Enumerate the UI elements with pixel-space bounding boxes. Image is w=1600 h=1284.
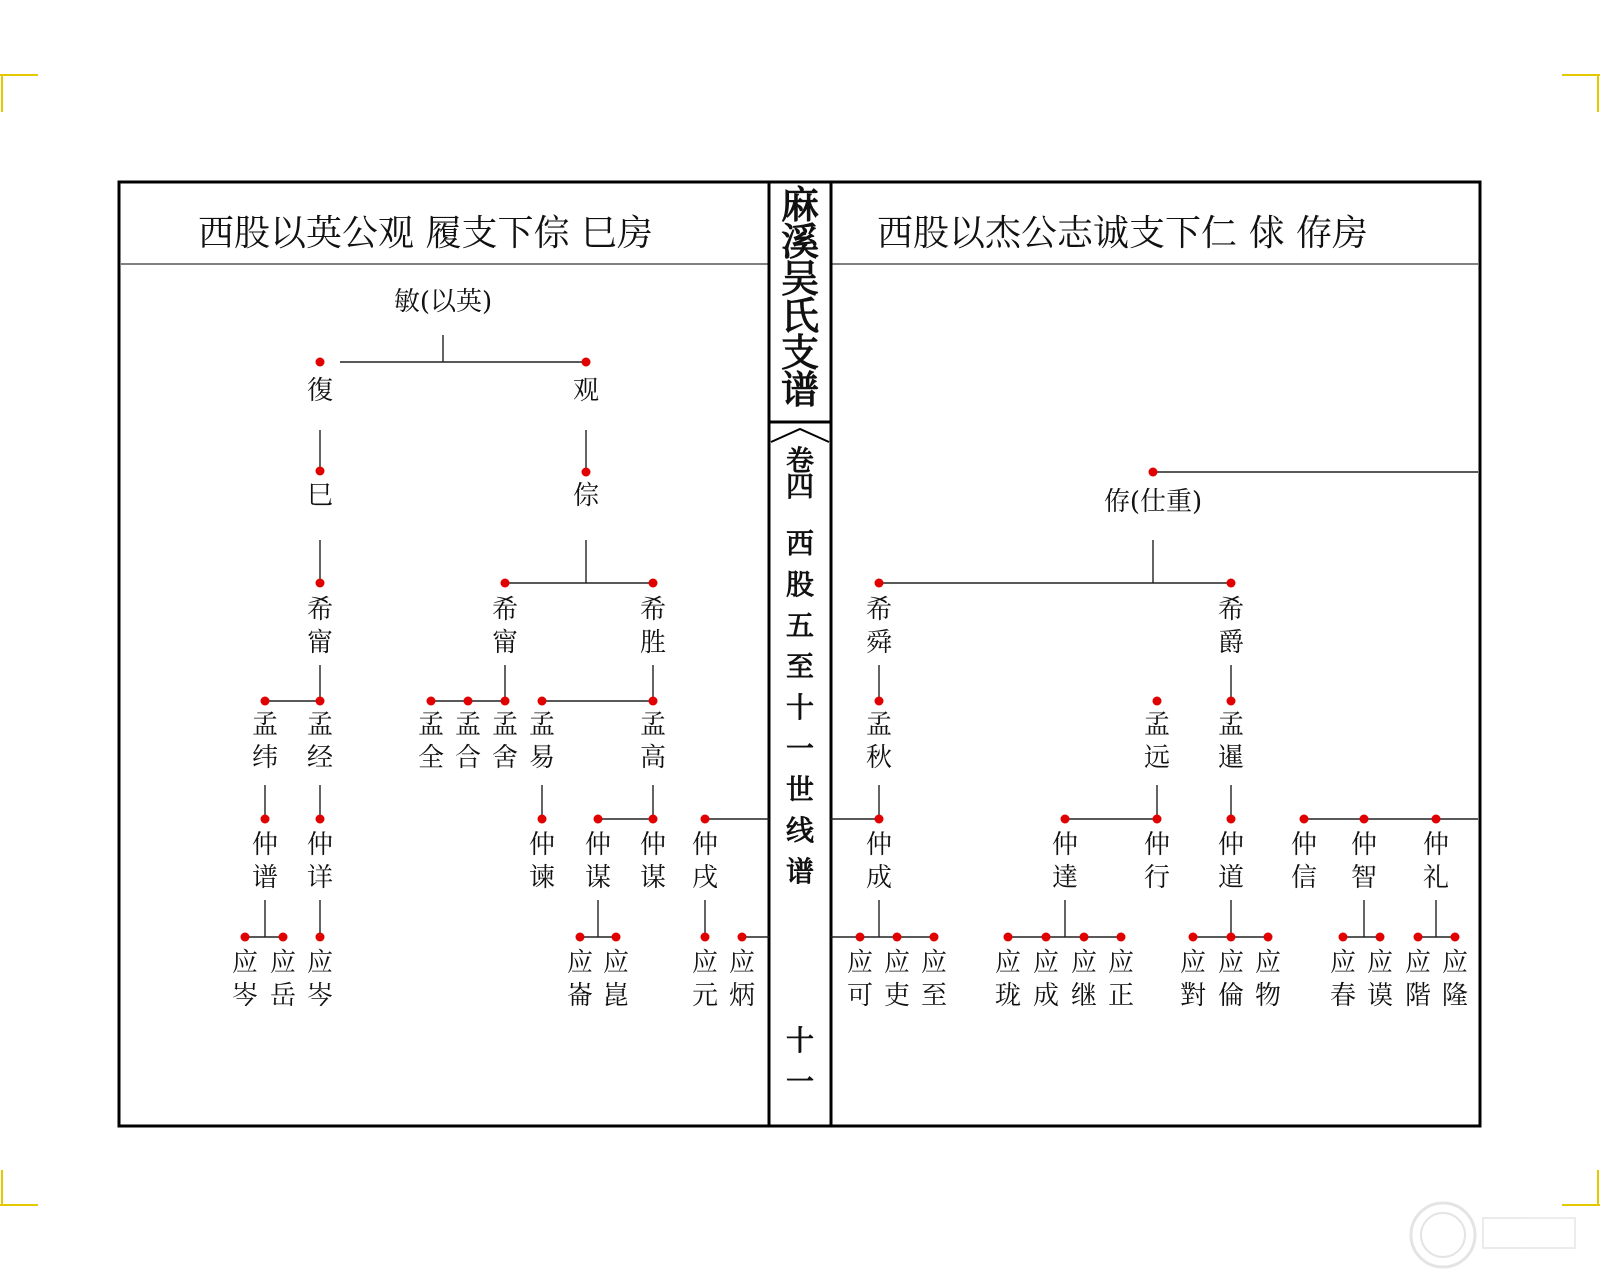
lineage-dot (856, 933, 865, 942)
person-name-char: 秋 (865, 743, 893, 773)
person-node (1104, 487, 1202, 517)
person-node (1367, 948, 1393, 1011)
person-name-char: 应 (920, 948, 948, 978)
person-name-char: 孟 (454, 710, 482, 740)
person-name-char: 应 (994, 948, 1022, 978)
person-name-char: 春 (1329, 981, 1357, 1011)
person-node (307, 830, 333, 893)
lineage-dot (582, 468, 591, 477)
lineage-dot (1432, 815, 1441, 824)
person-name-char: 高 (639, 743, 667, 773)
person-name-char: 仲 (865, 830, 893, 860)
person-name-char: 仲 (1350, 830, 1378, 860)
lineage-dot (893, 933, 902, 942)
person-node (640, 710, 666, 773)
lineage-dot (538, 697, 547, 706)
book-title-char: 支 (780, 330, 820, 375)
tree-dots (241, 358, 1460, 942)
person-name-char: 爵 (1217, 628, 1245, 658)
section-title-char: 一 (785, 732, 815, 765)
person-name-char: 谋 (584, 863, 612, 893)
lineage-dot (701, 933, 710, 942)
lineage-dot (576, 933, 585, 942)
person-name-char: 吏 (883, 981, 911, 1011)
person-name-char: 应 (306, 948, 334, 978)
person-name-char: 崙 (566, 981, 594, 1011)
lineage-dot (649, 815, 658, 824)
person-name-char: 应 (846, 948, 874, 978)
person-node (307, 710, 333, 773)
person-name-char: 珑 (994, 981, 1022, 1011)
person-node (529, 710, 555, 773)
person-name-char: 階 (1404, 981, 1432, 1011)
person-node (692, 948, 718, 1011)
person-name-char: 崑 (602, 981, 630, 1011)
person-node (1071, 948, 1097, 1011)
person-name-char: 岑 (306, 981, 334, 1011)
person-name-char: 礼 (1422, 863, 1450, 893)
person-name-char: 应 (269, 948, 297, 978)
person-name-char: 应 (1404, 948, 1432, 978)
person-name-char: 经 (306, 743, 334, 773)
person-node (455, 710, 481, 773)
lineage-dot (464, 697, 473, 706)
person-node (1033, 948, 1059, 1011)
person-name-char: 应 (1329, 948, 1357, 978)
person-node (232, 948, 258, 1011)
section-title-char: 谱 (785, 855, 815, 888)
person-name-char: 元 (691, 981, 719, 1011)
person-node (492, 595, 518, 658)
person-name-char: 成 (1032, 981, 1060, 1011)
person-name-char: 合 (454, 743, 482, 773)
person-node (1423, 830, 1449, 893)
person-node (1052, 830, 1078, 893)
person-node (729, 948, 755, 1011)
person-name-char: 至 (920, 981, 948, 1011)
person-name-char: 正 (1107, 981, 1135, 1011)
person-node (585, 830, 611, 893)
person-node (573, 376, 599, 406)
person-name-char: 倫 (1217, 981, 1245, 1011)
person-name-char: 仲 (691, 830, 719, 860)
person-node (252, 710, 278, 773)
person-name-char: 仲 (528, 830, 556, 860)
section-title-char: 西 (785, 527, 815, 560)
book-title-char: 吴 (780, 256, 820, 301)
person-name-char: 观 (572, 376, 600, 406)
person-name-char: 应 (1032, 948, 1060, 978)
lineage-dot (612, 933, 621, 942)
person-name-char: 谟 (1366, 981, 1394, 1011)
person-node (567, 948, 593, 1011)
person-node (921, 948, 947, 1011)
volume-label-char: 四 (785, 470, 815, 503)
person-name-char: 甯 (306, 628, 334, 658)
person-name-char: 仲 (1422, 830, 1450, 860)
person-node (1351, 830, 1377, 893)
person-node (307, 948, 333, 1011)
lineage-dot (316, 697, 325, 706)
person-name-char: 達 (1051, 863, 1079, 893)
section-title-char: 至 (785, 650, 815, 683)
person-name-char: 成 (865, 863, 893, 893)
person-name-char: 胜 (639, 628, 667, 658)
person-name-char: 仲 (584, 830, 612, 860)
person-node (492, 710, 518, 773)
person-node (1180, 948, 1206, 1011)
lineage-dot (316, 358, 325, 367)
person-name-char: 谋 (639, 863, 667, 893)
person-name-char: 仲 (639, 830, 667, 860)
person-node (1218, 948, 1244, 1011)
person-node (884, 948, 910, 1011)
person-name-char: 仲 (1290, 830, 1318, 860)
person-name-char: 甯 (491, 628, 519, 658)
person-name-char: 孟 (417, 710, 445, 740)
lineage-dot (241, 933, 250, 942)
person-node (866, 595, 892, 658)
person-name-char: 仲 (1217, 830, 1245, 860)
person-node (1330, 948, 1356, 1011)
person-node (1405, 948, 1431, 1011)
person-name-char: 行 (1143, 863, 1171, 893)
person-name-char: 智 (1350, 863, 1378, 893)
lineage-dot (1376, 933, 1385, 942)
lineage-dot (1339, 933, 1348, 942)
lineage-dot (1360, 815, 1369, 824)
lineage-dot (1149, 468, 1158, 477)
lineage-dot (316, 815, 325, 824)
book-title-char: 溪 (780, 219, 820, 264)
person-node (847, 948, 873, 1011)
person-name-char: 倧 (572, 481, 600, 511)
person-name: 敏(以英) (393, 287, 493, 317)
lineage-dot (1153, 697, 1162, 706)
person-name-char: 岑 (231, 981, 259, 1011)
volume-label-char: 卷 (785, 444, 815, 477)
person-name-char: 应 (231, 948, 259, 978)
lineage-dot (501, 697, 510, 706)
lineage-dot (427, 697, 436, 706)
person-name-char: 孟 (491, 710, 519, 740)
person-name-char: 应 (1441, 948, 1469, 978)
person-name-char: 物 (1254, 981, 1282, 1011)
person-node (692, 830, 718, 893)
person-name-char: 应 (883, 948, 911, 978)
lineage-dot (261, 697, 270, 706)
person-node (1255, 948, 1281, 1011)
lineage-dot (279, 933, 288, 942)
lineage-dot (1042, 933, 1051, 942)
person-name-char: 希 (306, 595, 334, 625)
lineage-dot (1227, 579, 1236, 588)
person-name-char: 应 (1254, 948, 1282, 978)
person-name-char: 可 (846, 981, 874, 1011)
person-name-char: 全 (417, 743, 445, 773)
book-title-char: 麻 (780, 182, 820, 227)
person-name-char: 应 (1217, 948, 1245, 978)
section-title-char: 十 (785, 691, 815, 724)
person-node (307, 376, 333, 406)
lineage-dot (1004, 933, 1013, 942)
person-name-char: 纬 (251, 743, 279, 773)
person-name-char: 仲 (1051, 830, 1079, 860)
person-name-char: 希 (639, 595, 667, 625)
person-name-char: 暹 (1217, 743, 1245, 773)
person-name-char: 隆 (1441, 981, 1469, 1011)
lineage-dot (1153, 815, 1162, 824)
person-name-char: 应 (1366, 948, 1394, 978)
person-node (866, 710, 892, 773)
person-name-char: 岳 (269, 981, 297, 1011)
page-number-char: 一 (785, 1065, 815, 1098)
lineage-dot (1080, 933, 1089, 942)
lineage-dot (1189, 933, 1198, 942)
lineage-dot (875, 697, 884, 706)
person-node (1218, 595, 1244, 658)
lineage-dot (1061, 815, 1070, 824)
volume-label (786, 444, 814, 503)
left-page-header: 西股以英公观 履支下倧 巳房 (198, 213, 653, 254)
lineage-dot (1264, 933, 1273, 942)
person-name-char: 仲 (1143, 830, 1171, 860)
lineage-dot (1451, 933, 1460, 942)
section-title (786, 527, 815, 888)
person-node (866, 830, 892, 893)
person-name-char: 应 (566, 948, 594, 978)
section-title-char: 线 (785, 814, 815, 847)
person-name-char: 希 (1217, 595, 1245, 625)
person-name-char: 孟 (1217, 710, 1245, 740)
person-node (995, 948, 1021, 1011)
person-node (1218, 710, 1244, 773)
person-name-char: 孟 (528, 710, 556, 740)
person-name-char: 炳 (728, 981, 756, 1011)
person-name-char: 希 (865, 595, 893, 625)
person-node (270, 948, 296, 1011)
section-title-char: 股 (785, 568, 815, 601)
person-name-char: 仲 (251, 830, 279, 860)
person-node (529, 830, 555, 893)
person-name-char: 谏 (528, 863, 556, 893)
person-name-char: 孟 (251, 710, 279, 740)
person-name-char: 巳 (306, 481, 334, 511)
lineage-dot (316, 933, 325, 942)
section-title-char: 世 (785, 773, 815, 806)
person-name-char: 应 (728, 948, 756, 978)
lineage-dot (930, 933, 939, 942)
person-name-char: 孟 (865, 710, 893, 740)
person-name-char: 舍 (491, 743, 519, 773)
person-node (394, 287, 492, 317)
person-name-char: 孟 (1143, 710, 1171, 740)
person-node (252, 830, 278, 893)
lineage-dot (649, 579, 658, 588)
lineage-dot (582, 358, 591, 367)
person-node (307, 595, 333, 658)
person-node (1144, 830, 1170, 893)
lineage-dot (594, 815, 603, 824)
person-name-char: 舜 (865, 628, 893, 658)
person-name-char: 应 (1107, 948, 1135, 978)
person-node (1291, 830, 1317, 893)
lineage-dot (875, 815, 884, 824)
lineage-dot (501, 579, 510, 588)
person-name-char: 信 (1290, 863, 1318, 893)
person-name-char: 孟 (639, 710, 667, 740)
person-name-char: 应 (602, 948, 630, 978)
person-name-char: 谱 (251, 863, 279, 893)
person-name-char: 孟 (306, 710, 334, 740)
person-name-char: 希 (491, 595, 519, 625)
book-title-char: 谱 (780, 367, 820, 412)
book-title-char: 氏 (780, 293, 820, 338)
person-node (640, 595, 666, 658)
spine (781, 182, 820, 1098)
section-title-char: 五 (785, 609, 815, 642)
lineage-dot (1117, 933, 1126, 942)
page-number (786, 1024, 814, 1098)
lineage-dot (875, 579, 884, 588)
watermark-seal-icon (1411, 1203, 1575, 1267)
person-node (1108, 948, 1134, 1011)
lineage-dot (316, 467, 325, 476)
right-page-header: 西股以杰公志诚支下仁 俅 侟房 (877, 213, 1368, 254)
person-name-char: 仲 (306, 830, 334, 860)
person-node (603, 948, 629, 1011)
lineage-dot (1227, 933, 1236, 942)
lineage-dot (316, 579, 325, 588)
person-node (640, 830, 666, 893)
person-name-char: 對 (1179, 981, 1207, 1011)
lineage-dot (1227, 697, 1236, 706)
person-node (1144, 710, 1170, 773)
lineage-dot (538, 815, 547, 824)
person-name-char: 应 (1179, 948, 1207, 978)
lineage-dot (1227, 815, 1236, 824)
person-name-char: 详 (306, 863, 334, 893)
person-name-char: 继 (1070, 981, 1098, 1011)
page-number-char: 十 (785, 1024, 815, 1057)
person-name-char: 戌 (691, 863, 719, 893)
lineage-dot (261, 815, 270, 824)
person-name-char: 应 (1070, 948, 1098, 978)
lineage-dot (1414, 933, 1423, 942)
book-title (781, 182, 820, 412)
lineage-dot (1300, 815, 1309, 824)
person-node (1218, 830, 1244, 893)
person-node (573, 481, 600, 511)
person-name-char: 易 (528, 743, 556, 773)
person-name: 侟(仕重) (1103, 487, 1203, 517)
person-node (418, 710, 444, 773)
person-name-char: 应 (691, 948, 719, 978)
tree-labels (232, 287, 1468, 1011)
person-name-char: 道 (1217, 863, 1245, 893)
person-name-char: 远 (1143, 743, 1171, 773)
lineage-dot (738, 933, 747, 942)
lineage-dot (701, 815, 710, 824)
lineage-dot (649, 697, 658, 706)
person-node (307, 481, 333, 511)
person-name-char: 復 (306, 376, 334, 406)
person-node (1442, 948, 1468, 1011)
